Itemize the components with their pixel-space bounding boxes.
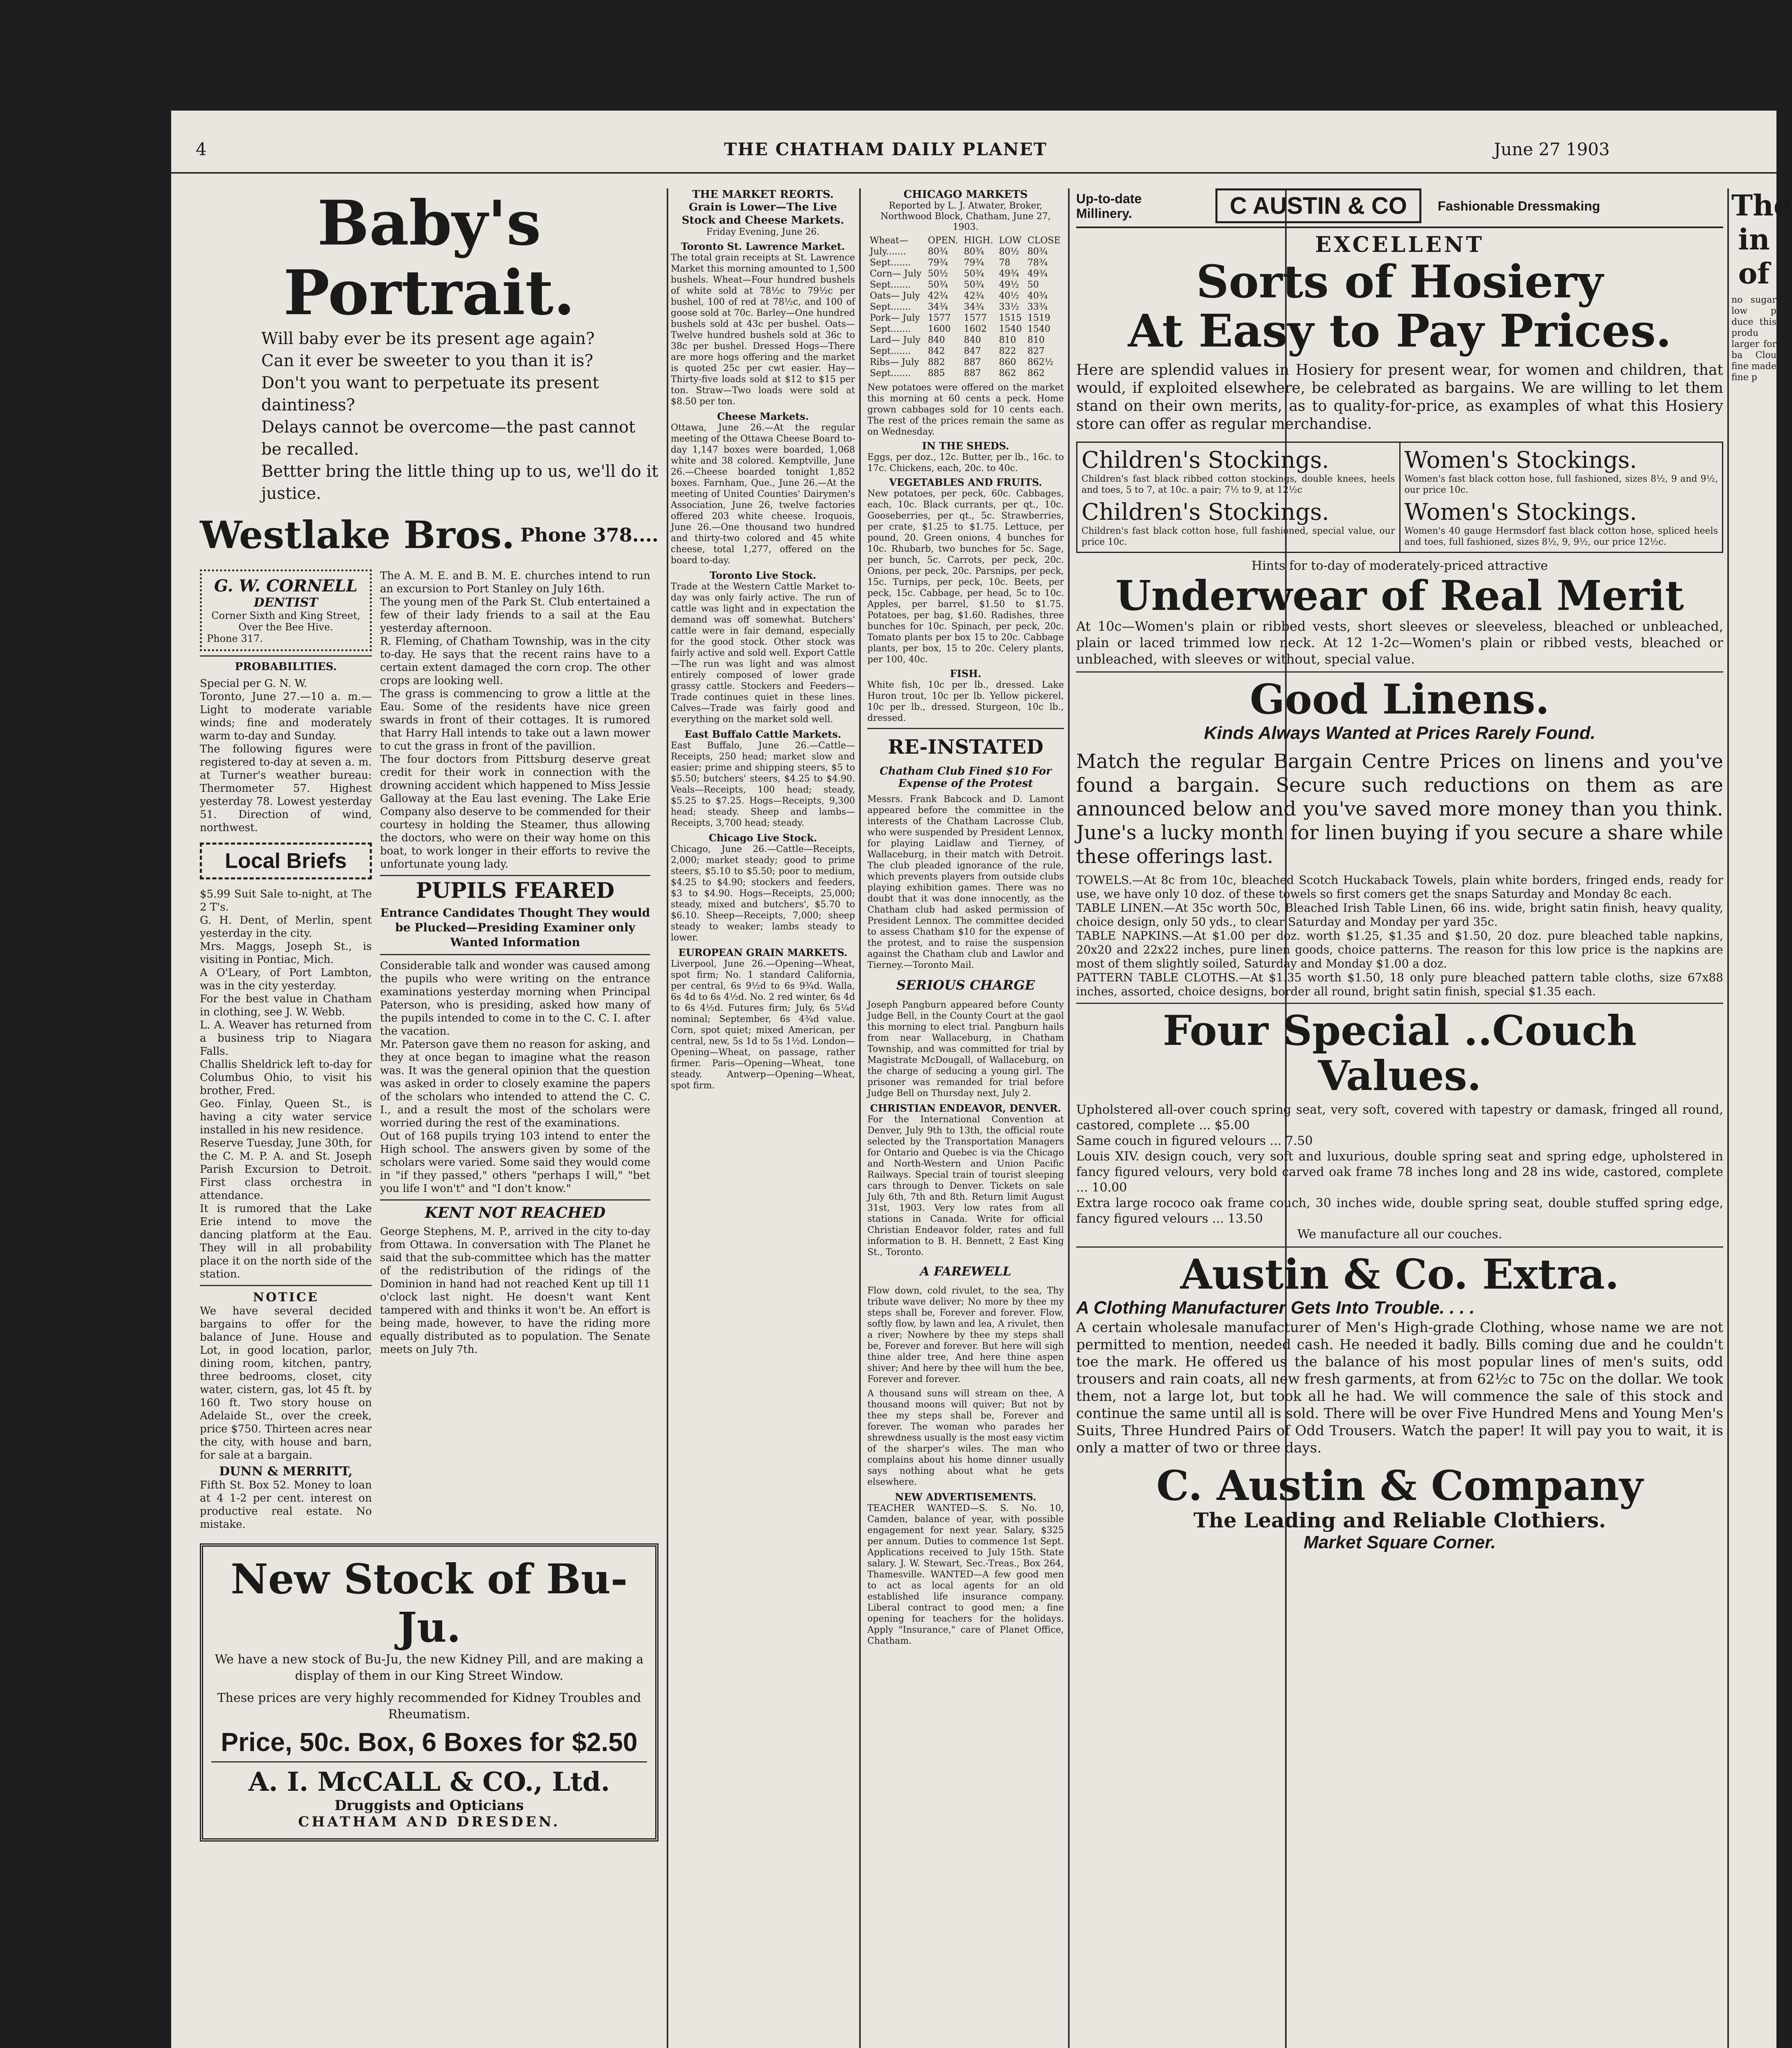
notice-footer: Fifth St. Box 52. Money to loan at 4 1-2 per cent. interest on productive real estate. No mistake. bbox=[200, 1479, 372, 1531]
cheese-markets-heading: Cheese Markets. bbox=[717, 410, 809, 422]
kent-not-reached-headline: KENT NOT REACHED bbox=[425, 1204, 606, 1221]
market-reports-subhead: Grain is Lower—The Live Stock and Cheese Markets. bbox=[681, 201, 844, 227]
column-header: LOW bbox=[999, 236, 1022, 246]
chicago-markets-byline: Reported by L. J. Atwater, Broker, Northwood Block, Chatham, June 27, 1903. bbox=[880, 201, 1051, 232]
card-address: Corner Sixth and King Street, bbox=[211, 610, 360, 621]
table-row: Ribs— July 882 887 860 862½ bbox=[870, 357, 1054, 367]
vegetables-text: New potatoes, per peck, 60c. Cabbages, each, 10c. Black currants, per qt., 10c. Gooseberries, per qt., 5c. Strawberries, per crate, $1.25 to $1.75. Lettuce, per pound, 20. Green onions, 4 bunches for 10c. Rhubarb, two bunches for 5c. Sage, per bunch, 5c. Carrots, per peck, 20c. Onions, per peck, 20c. Parsnips, per peck, 15c. Turnips, per peck, 10c. Beets, per peck, 15c. Cabbage, per head, 5c to 10c. Apples, per barrel, $1.50 to $1.75. Potatoes, per bag, $1.60. Radishes, three bunches for 10c. Spinach, per peck, 20c. Tomato plants per box 15 to 20c. Cabbage plants, per box, 15 to 20c. Celery plants, per 100, 40c. bbox=[867, 489, 1064, 665]
table-header-row bbox=[867, 235, 1064, 246]
newspaper-page bbox=[171, 111, 1792, 2048]
table-row: Sept....... 50¾ 50¾ 49½ 50 bbox=[870, 280, 1039, 290]
couch-items: Upholstered all-over couch spring seat, very soft, covered with tapestry or damask, fringed all round, castored, complete ... $5.00 Same couch in figured velours ... 7.50 Louis XIV. design couch, very soft and luxurious, double spring seat and spring edge, upholstered in fancy figured velours, very bold carved oak frame 78 inches long and 28 ins wide, castored, complete ... 10.00 Extra large rococo oak frame couch, 30 inches wide, double spring seat, double stuffed spring edge, fancy figured velours ... 13.50 We manufacture all our couches. bbox=[1076, 1103, 1723, 1241]
table-row: Sept....... 885 887 862 862 bbox=[870, 368, 1045, 378]
hosiery-headline-2: At Easy to Pay Prices. bbox=[1128, 304, 1672, 357]
page-number: 4 bbox=[196, 139, 207, 159]
column-header: OPEN. bbox=[928, 236, 958, 246]
pupils-feared-subhead: Entrance Candidates Thought They would be Plucked—Presiding Examiner only Wanted Information bbox=[380, 906, 650, 949]
column-right-partial bbox=[1731, 188, 1792, 2048]
farewell-headline: A FAREWELL bbox=[920, 1264, 1011, 1279]
excellent-headline: EXCELLENT bbox=[1315, 232, 1484, 257]
underwear-text: At 10c—Women's plain or ribbed vests, short sleeves or sleeveless, bleached or unbleached, plain or laced trimmed low neck. At 12 1-2c—Women's plain or ribbed vests, bleached or unbleached, with sleeves or without, special value. bbox=[1076, 618, 1723, 667]
toronto-live-stock-text: Trade at the Western Cattle Market to-day was only fairly active. The run of cattle was light and in expectation the demand was off somewhat. Butchers' cattle were in fair demand, especially for the good stock. Other stock was fairly active and sold well. Export Cattle—The run was light and was almost entirely composed of lower grade grassy cattle. Stockers and Feeders—Trade continues quiet in these lines. Calves—Trade was fairly good and everything on the market sold well. bbox=[671, 582, 855, 725]
middle-news-column: The A. M. E. and B. M. E. churches intend to run an excursion to Port Stanley on July 16th. The young men of the Park St. Club entertained a few of their lady friends to a sail at the Eau yesterday afternoon. R. Fleming, of Chatham Township, was in the city to-day. He says that the recent rains have to a certain extent damaged the corn crop. The other crops are looking well. The grass is commencing to grow a little at the Eau. Some of the residents have nice green swards in front of their cottages. It is rumored that Harry Hall intends to take out a lawn mower to cut the grass in front of the pavillion. The four doctors from Pittsburg deserve great credit for their work in connection with the drowning accident which happened to Miss Jessie Galloway at the Eau last evening. The Lake Erie Company also deserve to be commended for their courtesy in holding the Steamer, thus allowing the doctors, who were on their way home on this boat, to work longer in their efforts to revive the unfortunate young lady. PUPILS FEARED Entrance Candidates Thought They would be Plucked—Presiding Examiner only Wanted Information Considerable talk and wonder was caused among the pupils who were writing on the entrance examinations yesterday morning when Principal Paterson, who is presiding, asked how many of the pupils intended to come in to the C. C. I. after the vacation. Mr. Paterson gave them no reason for asking, and they at once began to imagine what the reason was. It was the general opinion that the question was asked in order to closely examine the papers of the scholars who intended to attend the C. C. I., and a result the most of the scholars were worried during the rest of the examinations. Out of 168 pupils trying 103 intend to enter the High school. The answers given by some of the scholars were varied. Some said they would come in "if they passed," others "perhaps I will," "bet you life I won't" and "I don't know." KENT NOT REACHED George Stephens, M. P., arrived in the city to-day from Ottawa. In conversation with The Planet he said that the sub-committee which has the matter of the redistribution of the ridings of the Dominion in hand had not reached Kent up till 11 o'clock last night. He doesn't want Kent tampered with and thinks it won't be. An effort is being made, however, to have the riding more equally distributed as to population. The Senate meets on July 7th. bbox=[380, 570, 650, 1356]
childrens-stockings-heading: Children's Stockings. bbox=[1082, 447, 1329, 473]
column-chicago-markets bbox=[867, 188, 1064, 2048]
potatoes-note: New potatoes were offered on the market this morning at 60 cents a peck. Home grown cabbages sold for 10 cents each. The rest of the prices remain the same as on Wednesday. bbox=[867, 383, 1064, 437]
childrens-stockings-heading-2: Children's Stockings. bbox=[1082, 499, 1329, 526]
toronto-market-text: The total grain receipts at St. Lawrence Market this morning amounted to 1,500 bushels. Wheat—Four hundred bushels of white sold at 78½c to 79½c per bushel, 100 of red at 78½c, and 100 of goose sold at 70c. Barley—One hundred bushels sold at 43c per bushel. Oats—Twelve hundred bushels sold at 36c to 38c per bushel. Dressed Hogs—There are more hogs offering and the market is quoted 25c per cwt easier. Hay—Thirty-five loads sold at $12 to $15 per ton. Straw—Two loads were sold at $8.50 per ton. bbox=[671, 253, 855, 407]
market-reports-heading: THE MARKET REORTS. bbox=[692, 188, 834, 201]
austin-extra-text: A certain wholesale manufacturer of Men's High-grade Clothing, whose name we are not permitted to mention, needed cash. He needed it badly. Bills coming due and he couldn't toe the mark. He offered us the balance of his most popular lines of men's suits, odd trousers and rain coats, all new fresh garments, at from 62½c to 75c on the dollar. We took them, not a large lot, but took all he had. We will commence the sale of this stock and continue the same until all is sold. There will be over Five Hundred Mens and Young Men's Suits, Three Hundred Pairs of Odd Trousers. Watch the paper! It will pay you to wait, it is only a matter of two or three days. bbox=[1076, 1319, 1723, 1456]
table-row: Pork— July 1577 1577 1515 1519 bbox=[870, 313, 1051, 323]
toronto-market-heading: Toronto St. Lawrence Market. bbox=[681, 240, 845, 252]
card-name: G. W. CORNELL bbox=[214, 576, 358, 596]
austin-extra-headline: Austin & Co. Extra. bbox=[1180, 1250, 1619, 1298]
advertiser-phone: Phone 378.... bbox=[520, 524, 658, 546]
toronto-live-stock-heading: Toronto Live Stock. bbox=[709, 569, 817, 581]
childrens-stockings-text-2: Children's fast black cotton hose, full fashioned, special value, our price 10c. bbox=[1082, 526, 1395, 547]
mccall-name: A. I. McCALL & CO., Ltd. bbox=[248, 1767, 610, 1797]
dressmaking-banner: Fashionable Dressmaking bbox=[1437, 198, 1600, 213]
issue-date: June 27 1903 bbox=[1494, 139, 1610, 159]
partial-headline: The in of bbox=[1731, 188, 1792, 290]
card-address-2: Over the Bee Hive. bbox=[238, 621, 333, 633]
in-the-sheds-heading: IN THE SHEDS. bbox=[922, 440, 1009, 452]
table-row: Sept....... 842 847 822 827 bbox=[870, 346, 1045, 356]
local-briefs-text: $5.99 Suit Sale to-night, at The 2 T's. G. H. Dent, of Merlin, spent yesterday in the city. Mrs. Maggs, Joseph St., is visiting in Pontiac, Mich. A O'Leary, of Port Lambton, was in the city yesterday. For the best value in Chatham in clothing, see J. W. Webb. L. A. Weaver has returned from a business trip to Niagara Falls. Challis Sheldrick left to-day for Columbus Ohio, to visit his brother, Fred. Geo. Finlay, Queen St., is having a city water service installed in his new residence. Reserve Tuesday, June 30th, for the C. M. P. A. and St. Joseph Parish Excursion to Detroit. First class orchestra in attendance. It is rumored that the Lake Erie intend to move the dancing platform at the Eau. They will in all probability place it on the north side of the station. bbox=[200, 888, 372, 1280]
austin-company-tagline: The Leading and Reliable Clothiers. bbox=[1193, 1508, 1606, 1532]
column-market-reports bbox=[671, 188, 855, 2048]
chicago-markets-heading: CHICAGO MARKETS bbox=[903, 188, 1028, 201]
austin-company-location: Market Square Corner. bbox=[1303, 1532, 1496, 1552]
linens-items: TOWELS.—At 8c from 10c, bleached Scotch Huckaback Towels, plain white borders, fringed ends, ready for use, we have only 10 doz. of these towels so first comers get the snaps Saturday and Monday 8c each. TABLE LINEN.—At 35c worth 50c, Bleached Irish Table Linen, 66 ins. wide, bright satin finish, heavy quality, choice design, only 50 yds., to clear Saturday and Monday per yard 35c. TABLE NAPKINS.—At $1.00 per doz. worth $1.25, $1.35 and $1.50, 20 doz. pure bleached table napkins, 20x20 and 22x22 inches, pure linen goods, choice patterns. The reason for this low price is the napkins are most of them slightly soiled, Saturday and Monday $1.00 a doz. PATTERN TABLE CLOTHS.—At $1.35 worth $1.50, 18 only pure bleached pattern table cloths, size 67x88 inches, assorted, choice designs, border all round, bright satin finish, special $1.35 each. bbox=[1076, 873, 1723, 998]
bu-ju-price: Price, 50c. Box, 6 Boxes for $2.50 bbox=[221, 1727, 638, 1757]
underwear-kicker: Hints for to-day of moderately-priced attractive bbox=[1251, 559, 1548, 573]
womens-stockings-text: Women's fast black cotton hose, full fashioned, sizes 8½, 9 and 9½, our price 10c. bbox=[1404, 474, 1718, 495]
european-grain-text: Liverpool, June 26.—Opening—Wheat, spot firm; No. 1 standard California, per central, 6s 9½d to 6s 9¾d. Walla, 6s 4d to 6s 4½d. No. 2 red winter, 6s 4d to 6s 4½d. Futures firm; July, 6s 5¼d nominal; September, 6s 4¾d value. Corn, spot quiet; mixed American, per central, new, 5s 1d to 5s 1½d. London—Opening—Wheat, on passage, rather firmer. Paris—Opening—Wheat, tone steady. Antwerp—Opening—Wheat, spot firm. bbox=[671, 959, 855, 1091]
header-rule bbox=[171, 172, 1776, 174]
table-row: Oats— July 42¾ 42¾ 40½ 40¾ bbox=[870, 291, 1048, 301]
ad-line: Will baby ever be its present age again? bbox=[261, 329, 595, 348]
womens-stockings-heading-2: Women's Stockings. bbox=[1404, 499, 1637, 526]
east-buffalo-text: East Buffalo, June 26.—Cattle—Receipts, 250 head; market slow and easier; prime and shipping steers, $5 to $5.50; butchers' steers, $4.25 to $4.90. Veals—Receipts, 100 head; steady, $5.25 to $7.25. Hogs—Receipts, 9,300 head; steady. Sheep and lambs—Receipts, 3,700 head; steady. bbox=[671, 741, 855, 828]
reinstated-subhead: Chatham Club Fined $10 For Expense of the Protest bbox=[880, 765, 1052, 790]
stockings-box bbox=[1076, 442, 1723, 553]
good-linens-intro: Match the regular Bargain Centre Prices on linens and you've found a bargain. Secure such reductions on them as are announced below and you've saved more money than you think. June's a lucky month for linen buying if you secure a share while these offerings last. bbox=[1076, 750, 1723, 868]
millinery-banner: Up-to-date Millinery. bbox=[1076, 191, 1142, 221]
ad-line: Delays cannot be overcome—the past cannot be recalled. bbox=[261, 418, 636, 459]
masthead-title: THE CHATHAM DAILY PLANET bbox=[724, 139, 1048, 159]
serious-charge-headline: SERIOUS CHARGE bbox=[896, 977, 1035, 993]
childrens-stockings-text: Children's fast black ribbed cotton stockings, double knees, heels and toes, 5 to 7, at 10c. a pair; 7½ to 9, at 12½c bbox=[1082, 474, 1395, 495]
table-row: July....... 80¾ 80¾ 80½ 80¾ bbox=[870, 247, 1048, 257]
notice-advertiser: DUNN & MERRITT, bbox=[219, 1464, 353, 1479]
bu-ju-ad bbox=[200, 1543, 658, 1842]
partial-text: no sugar low p duce this produ larger for ba Clou fine made fine p bbox=[1731, 295, 1776, 383]
column-rule bbox=[859, 188, 861, 2048]
chicago-live-stock-text: Chicago, June 26.—Cattle—Receipts, 2,000; market steady; good to prime steers, $5.10 to $5.50; poor to medium, $4.25 to $4.90; stockers and feeders, $3 to $4.90. Hogs—Receipts, 25,000; steady, mixed and butchers', $5.70 to $6.10. Sheep—Receipts, 7,000; sheep steady to weaker; lambs steady to lower. bbox=[671, 844, 855, 943]
ad-line: Don't you want to perpetuate its present daintiness? bbox=[261, 374, 599, 415]
underwear-headline: Underwear of Real Merit bbox=[1115, 571, 1684, 620]
market-reports-date: Friday Evening, June 26. bbox=[706, 227, 820, 237]
womens-stockings-text-2: Women's 40 gauge Hermsdorf fast black cotton hose, spliced heels and toes, full fashioned, sizes 8½, 9, 9½, our price 12½c. bbox=[1404, 526, 1718, 547]
good-linens-headline: Good Linens. bbox=[1250, 675, 1550, 723]
austin-company-name: C. Austin & Company bbox=[1156, 1461, 1643, 1510]
local-briefs-heading: Local Briefs bbox=[225, 849, 347, 873]
austin-extra-subhead: A Clothing Manufacturer Gets Into Trouble. . . . bbox=[1076, 1298, 1475, 1318]
couch-values-headline: Four Special ..Couch Values. bbox=[1163, 1006, 1637, 1100]
cheese-markets-text: Ottawa, June 26.—At the regular meeting of the Ottawa Cheese Board to-day 1,147 boxes were boarded, 1,068 white and 38 colored. Kemptville, June 26.—Cheese boarded tonight 1,852 boxes. Farnham, Que., June 26.—At the meeting of United Counties' Dairymen's Association, June 26, twelve factories offered 203 white cheese. Iroquois, June 26.—One thousand two hundred and thirty-two colored and 45 white cheese, total 1,277, offered on the board to-day. bbox=[671, 423, 855, 566]
babys-portrait-headline: Baby's Portrait. bbox=[283, 187, 575, 329]
mccall-subtitle: Druggists and Opticians bbox=[334, 1797, 524, 1814]
christian-endeavor-heading: CHRISTIAN ENDEAVOR, DENVER. bbox=[870, 1102, 1061, 1114]
table-row: Sept....... 34¾ 34¾ 33½ 33¾ bbox=[870, 302, 1048, 312]
reinstated-headline: RE-INSTATED bbox=[888, 736, 1043, 759]
babys-portrait-ad bbox=[200, 328, 658, 505]
column-header: Wheat— bbox=[870, 236, 908, 246]
in-the-sheds-text: Eggs, per doz., 12c. Butter, per lb., 16c. to 17c. Chickens, each, 20c. to 40c. bbox=[867, 452, 1064, 473]
ad-line: Can it ever be sweeter to you than it is? bbox=[261, 351, 593, 370]
east-buffalo-heading: East Buffalo Cattle Markets. bbox=[684, 728, 842, 740]
fish-text: White fish, 10c per lb., dressed. Lake Huron trout, 10c per lb. Yellow pickerel, 10c per lb., dressed. Sturgeon, 10c lb., dressed. bbox=[867, 680, 1064, 723]
column-header: CLOSE bbox=[1027, 236, 1061, 246]
table-row: Sept....... 79¾ 79¾ 78 78¾ bbox=[870, 258, 1048, 268]
column-rule bbox=[667, 188, 668, 2048]
bu-ju-text-2: These prices are very highly recommended for Kidney Troubles and Rheumatism. bbox=[217, 1691, 641, 1722]
hosiery-headline: Sorts of Hosiery bbox=[1196, 255, 1603, 308]
advertiser-name: Westlake Bros. bbox=[200, 513, 515, 557]
hosiery-intro: Here are splendid values in Hosiery for present wear, for women and children, that would, if exploited elsewhere, be celebrated as bargains. We are willing to let them stand on their own merits, as to quality-for-price, as examples of what this Hosiery store can offer as regular merchandise. bbox=[1076, 362, 1723, 433]
table-row: Sept....... 1600 1602 1540 1540 bbox=[870, 324, 1051, 334]
chicago-price-table bbox=[867, 235, 1064, 379]
mccall-locations: CHATHAM AND DRESDEN. bbox=[298, 1814, 561, 1830]
serious-charge-text: Joseph Pangburn appeared before County Judge Bell, in the County Court at the gaol this morning to elect trial. Pangburn hails from near Wallaceburg, in Chatham Township, and was committed for trial by Magistrate McDougall, of Wallaceburg, on the charge of seducing a young girl. The prisoner was remanded for trial before Judge Bell on Thursday next, July 2. bbox=[867, 1000, 1064, 1099]
cornell-dentist-card bbox=[200, 569, 372, 651]
good-linens-subhead: Kinds Always Wanted at Prices Rarely Found. bbox=[1204, 723, 1596, 743]
new-advertisements-text: TEACHER WANTED—S. S. No. 10, Camden, balance of year, with possible engagement for next year. Salary, $325 per annum. Duties to commence 1st Sept. Applications received to July 15th. State salary. J. W. Stewart, Sec.-Treas., Box 264, Thamesville. WANTED—A few good men to act as local agents for an old established life insurance company. Liberal contract to good men; a fine opening for teachers for the holidays. Apply "Insurance," care of Planet Office, Chatham. bbox=[867, 1503, 1064, 1646]
fish-heading: FISH. bbox=[950, 668, 982, 680]
column-rule bbox=[1068, 188, 1070, 2048]
bu-ju-text: We have a new stock of Bu-Ju, the new Kidney Pill, and are making a display of them in our King Street Window. bbox=[215, 1652, 644, 1683]
european-grain-heading: EUROPEAN GRAIN MARKETS. bbox=[678, 947, 848, 958]
ad-line: Bettter bring the little thing up to us, we'll do it justice. bbox=[261, 462, 658, 503]
column-austin-ads bbox=[1076, 188, 1723, 2048]
column-rule bbox=[1727, 188, 1729, 2048]
card-title: DENTIST bbox=[253, 596, 318, 610]
page-header bbox=[171, 135, 1776, 172]
pupils-feared-headline: PUPILS FEARED bbox=[416, 878, 615, 903]
new-advertisements-heading: NEW ADVERTISEMENTS. bbox=[895, 1491, 1036, 1503]
notice-heading: NOTICE bbox=[253, 1290, 319, 1305]
card-phone: Phone 317. bbox=[207, 633, 263, 644]
chicago-live-stock-heading: Chicago Live Stock. bbox=[708, 832, 817, 844]
bu-ju-headline: New Stock of Bu-Ju. bbox=[231, 1555, 628, 1652]
notice-text: We have several decided bargains to offer for the balance of June. House and Lot, in good location, parlor, dining room, kitchen, pantry, three bedrooms, closet, city water, cistern, gas, lot 45 ft. by 160 ft. Two story house on Adelaide St., over the creek, price $750. Thirteen acres near the city, with house and barn, for sale at a bargain. bbox=[200, 1305, 372, 1461]
vegetables-heading: VEGETABLES AND FRUITS. bbox=[889, 476, 1042, 488]
column-header: HIGH. bbox=[964, 236, 993, 246]
column-left-ads bbox=[200, 188, 658, 2048]
austin-banner-name: C AUSTIN & CO bbox=[1215, 188, 1421, 223]
farewell-poem: Flow down, cold rivulet, to the sea, Thy tribute wave deliver; No more by thee my steps shall be, Forever and forever. Flow, softly flow, by lawn and lea, A rivulet, then a river; Nowhere by thee my steps shall be, Forever and forever. But here will sigh thine alder tree, And here thine aspen shiver; And here by thee will hum the bee, Forever and forever. bbox=[867, 1286, 1064, 1384]
local-briefs-heading-box bbox=[200, 843, 372, 879]
christian-endeavor-text: For the International Convention at Denver, July 9th to 13th, the official route selected by the Transportation Managers for Ontario and Quebec is via the Chicago and North-Western and Union Pacific Railways. Special train of tourist sleeping cars through to Denver. Tickets on sale July 6th, 7th and 8th. Return limit August 31st, 1903. Very low rates from all stations in Canada. Write for official Christian Endeavor folder, rates and full information to B. H. Bennett, 2 East King St., Toronto. bbox=[867, 1115, 1064, 1257]
table-row: Corn— July 50½ 50¾ 49¾ 49¾ bbox=[870, 269, 1048, 279]
reinstated-text: Messrs. Frank Babcock and D. Lamont appeared before the committee in the interests of the Chatham Lacrosse Club, who were suspended by President Lennox, for playing Laidlaw and Tierney, of Wallaceburg, in their match with Detroit. The club pleaded ignorance of the rule, which prevents players from outside clubs playing exhibition games. There was no doubt that it was done innocently, as the Chatham club had asked permission of President Lennox. The committee decided to assess Chatham $10 for the expense of the protest, and to raise the suspension against the Chatham club and Lawlor and Tierney.—Toronto Mail. bbox=[867, 794, 1064, 970]
womens-stockings-heading: Women's Stockings. bbox=[1404, 447, 1637, 473]
westlake-signature bbox=[200, 513, 658, 557]
table-row: Lard— July 840 840 810 810 bbox=[870, 335, 1045, 345]
probabilities-heading: PROBABILITIES. bbox=[235, 661, 337, 673]
probabilities-text: Special per G. N. W. Toronto, June 27.—10 a. m.—Light to moderate variable winds; fine and moderately warm to-day and Sunday. The following figures were registered to-day at seven a. m. at Turner's weather bureau: Thermometer 57. Highest yesterday 78. Lowest yesterday 51. Direction of wind, northwest. bbox=[200, 677, 372, 834]
filler-items: A thousand suns will stream on thee, A thousand moons will quiver; But not by thee my steps shall be, Forever and forever. The woman who parades her shrewdness usually is the most easy victim of the sharper's wiles. The man who complains about his home dinner usually says nothing about what he gets elsewhere. bbox=[867, 1389, 1064, 1487]
